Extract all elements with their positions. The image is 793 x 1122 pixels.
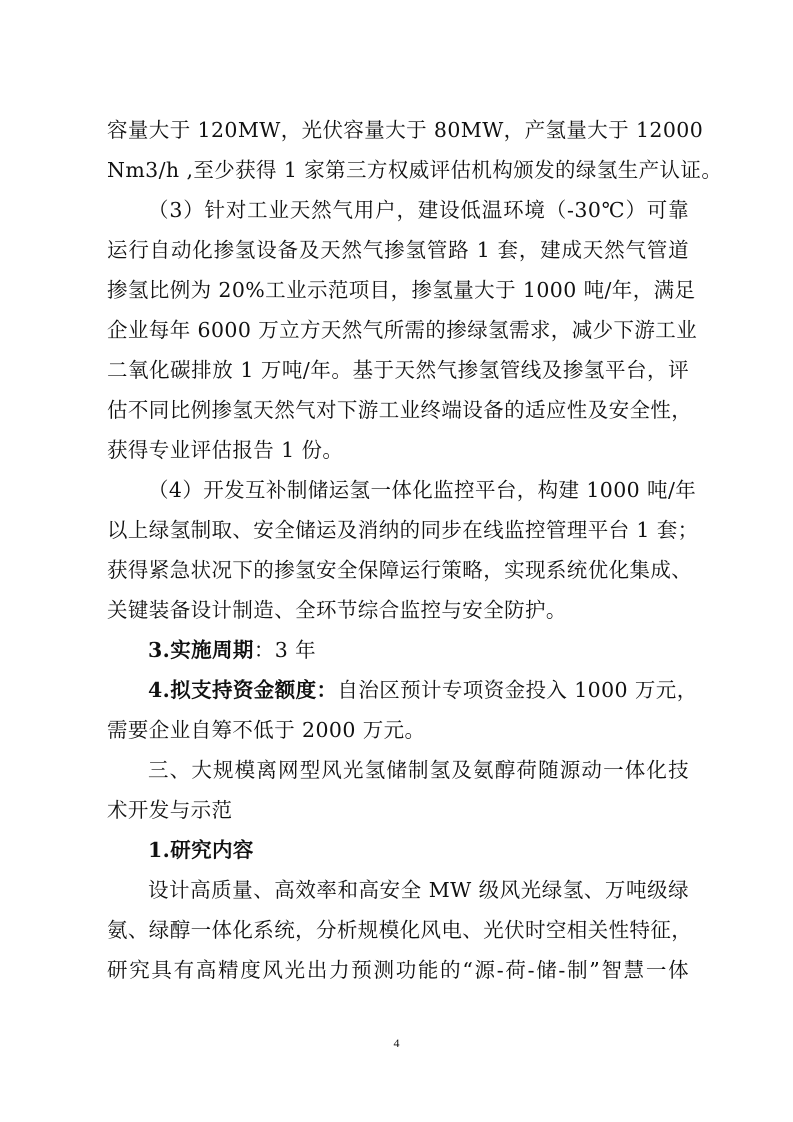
page-number: 4 — [393, 1036, 400, 1050]
paragraph-line: 二氧化碳排放 1 万吨/年。基于天然气掺氢管线及掺氢平台，评 — [107, 358, 689, 382]
paragraph-line: 容量大于 120MW，光伏容量大于 80MW，产氢量大于 12000 — [107, 118, 704, 142]
paragraph-line: Nm3/h ,至少获得 1 家第三方权威评估机构颁发的绿氢生产认证。 — [107, 158, 723, 182]
content-line: 氨、绿醇一体化系统，分析规模化风电、光伏时空相关性特征， — [107, 918, 693, 942]
funding-continuation: 需要企业自筹不低于 2000 万元。 — [107, 718, 426, 742]
document-body — [107, 110, 723, 990]
period-label: 3.实施周期 — [148, 638, 254, 662]
funding-label: 4.拟支持资金额度： — [148, 678, 338, 702]
paragraph-line: （3）针对工业天然气用户，建设低温环境（-30℃）可靠 — [148, 198, 689, 222]
section-title-continuation: 术开发与示范 — [107, 798, 233, 822]
subheading: 1.研究内容 — [148, 838, 254, 862]
paragraph-line: 运行自动化掺氢设备及天然气掺氢管路 1 套，建成天然气管道 — [107, 238, 689, 262]
implementation-period — [107, 630, 689, 670]
paragraph-line: 以上绿氢制取、安全储运及消纳的同步在线监控管理平台 1 套； — [107, 518, 699, 542]
funding-value: 自治区预计专项资金投入 1000 万元， — [337, 678, 698, 702]
funding-line — [107, 670, 698, 710]
paragraph-line: 获得专业评估报告 1 份。 — [107, 438, 344, 462]
paragraph-line: 掺氢比例为 20%工业示范项目，掺氢量大于 1000 吨/年，满足 — [107, 278, 696, 302]
content-line: 研究具有高精度风光出力预测功能的“源-荷-储-制”智慧一体 — [107, 958, 689, 982]
paragraph-line: 获得紧急状况下的掺氢安全保障运行策略，实现系统优化集成、 — [107, 558, 693, 582]
paragraph-line: 企业每年 6000 万立方天然气所需的掺绿氢需求，减少下游工业 — [107, 318, 698, 342]
content-line: 设计高质量、高效率和高安全 MW 级风光绿氢、万吨级绿 — [148, 878, 689, 902]
paragraph-line: 估不同比例掺氢天然气对下游工业终端设备的适应性及安全性， — [107, 398, 693, 422]
period-value: ：3 年 — [253, 638, 316, 662]
section-title: 三、大规模离网型风光氢储制氢及氨醇荷随源动一体化技 — [148, 758, 689, 782]
paragraph-line: 关键装备设计制造、全环节综合监控与安全防护。 — [107, 598, 567, 622]
paragraph-line: （4）开发互补制储运氢一体化监控平台，构建 1000 吨/年 — [148, 478, 697, 502]
